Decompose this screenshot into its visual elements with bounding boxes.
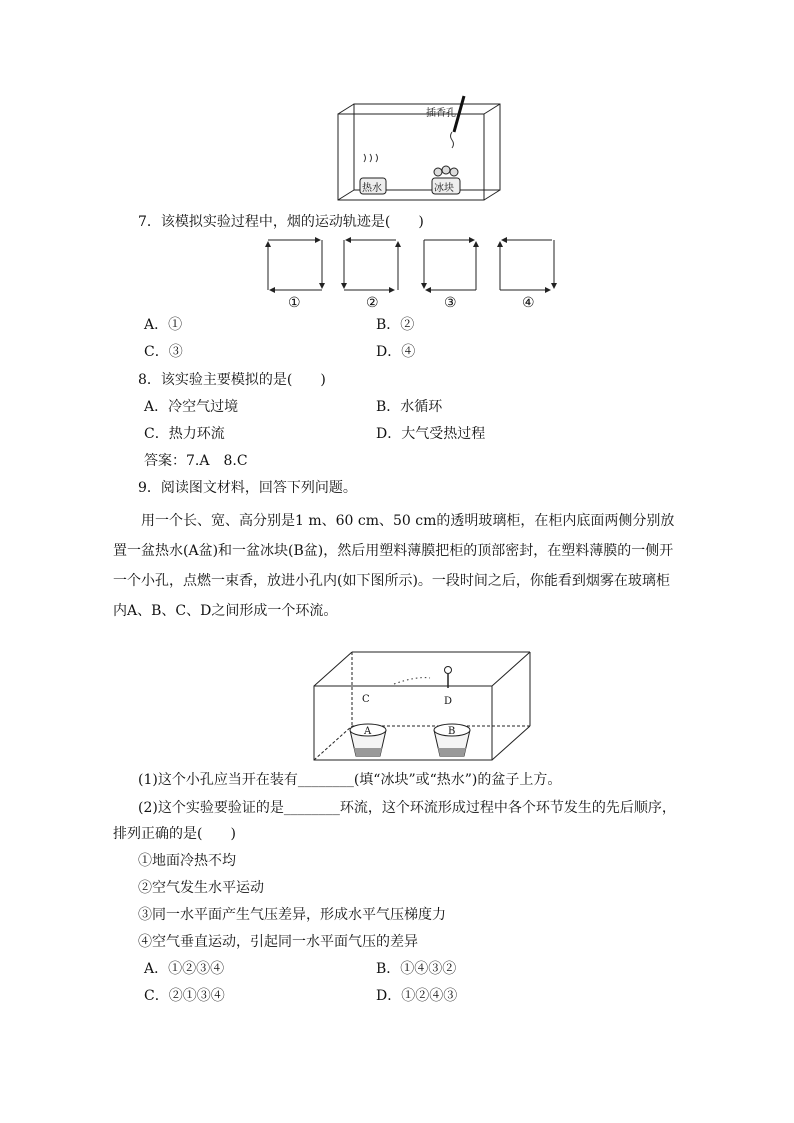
q9-option-a: A．①②③④ <box>144 961 225 977</box>
smoke-path <box>394 678 430 684</box>
q7-option-b: B．② <box>376 317 415 333</box>
q9-option-c: C．②①③④ <box>144 988 225 1004</box>
label-a: A <box>364 726 372 737</box>
q9-step-1: ①地面冷热不均 <box>138 853 236 869</box>
hot-water-basin <box>360 154 386 194</box>
glass-cabinet-figure <box>310 648 540 764</box>
q9-step-4: ④空气垂直运动，引起同一水平面气压的差异 <box>138 934 418 950</box>
q8-option-d: D．大气受热过程 <box>376 426 486 442</box>
trajectory-panel-1 <box>268 240 322 290</box>
trajectory-panel-3 <box>424 240 476 290</box>
label-d: D <box>444 696 453 707</box>
q8-option-c: C．热力环流 <box>144 426 225 442</box>
panel-label-2: ② <box>366 295 379 311</box>
q8-stem: 8．该实验主要模拟的是( ) <box>138 372 326 388</box>
panel-label-4: ④ <box>522 295 535 311</box>
q9-sub2-line1: (2)这个实验要验证的是________环流，这个环流形成过程中各个环节发生的先后顺序， <box>138 800 676 816</box>
q7-trajectory-panels <box>262 236 562 316</box>
q9-option-d: D．①②④③ <box>376 988 458 1004</box>
q7-option-a: A．① <box>144 317 183 333</box>
answer-line: 答案：7.A 8.C <box>144 453 248 469</box>
q7-stem: 7．该模拟实验过程中，烟的运动轨迹是( ) <box>138 214 424 230</box>
label-c: C <box>362 694 370 705</box>
q9-sub1: (1)这个小孔应当开在装有________(填“冰块”或“热水”)的盆子上方。 <box>138 772 562 788</box>
incense-d <box>445 667 452 689</box>
q9-step-3: ③同一水平面产生气压差异，形成水平气压梯度力 <box>138 907 446 923</box>
hot-water-label: 热水 <box>362 183 382 194</box>
hole-label: 插香孔 <box>426 108 456 119</box>
ice-label: 冰块 <box>434 183 454 194</box>
q9-stem: 9．阅读图文材料，回答下列问题。 <box>138 480 357 496</box>
q9-option-b: B．①④③② <box>376 961 457 977</box>
q9-material: 用一个长、宽、高分别是1 m、60 cm、50 cm的透明玻璃柜，在柜内底面两侧分别放置一盆热水(A盆)和一盆冰块(B盆)，然后用塑料薄膜把柜的顶部密封，在塑料薄膜的一侧开一个小孔，点燃一束香，放进小孔内(如下图所示)。一段时间之后，你能看到烟雾在玻璃柜内A、B、C、D之间形成一个环流。 <box>113 513 675 619</box>
panel-label-3: ③ <box>444 295 457 311</box>
q9-step-2: ②空气发生水平运动 <box>138 880 264 896</box>
q8-option-b: B．水循环 <box>376 399 443 415</box>
ice-basin <box>432 166 460 194</box>
q7-option-d: D．④ <box>376 344 416 360</box>
glass-box-figure <box>334 92 504 206</box>
panel-label-1: ① <box>288 295 301 311</box>
q7-option-c: C．③ <box>144 344 183 360</box>
q8-option-a: A．冷空气过境 <box>144 399 239 415</box>
label-b: B <box>448 726 456 737</box>
trajectory-panel-2 <box>344 240 398 290</box>
trajectory-panel-4 <box>500 240 554 290</box>
smoke-icon <box>451 132 454 148</box>
q9-sub2-line2: 排列正确的是( ) <box>113 826 236 842</box>
